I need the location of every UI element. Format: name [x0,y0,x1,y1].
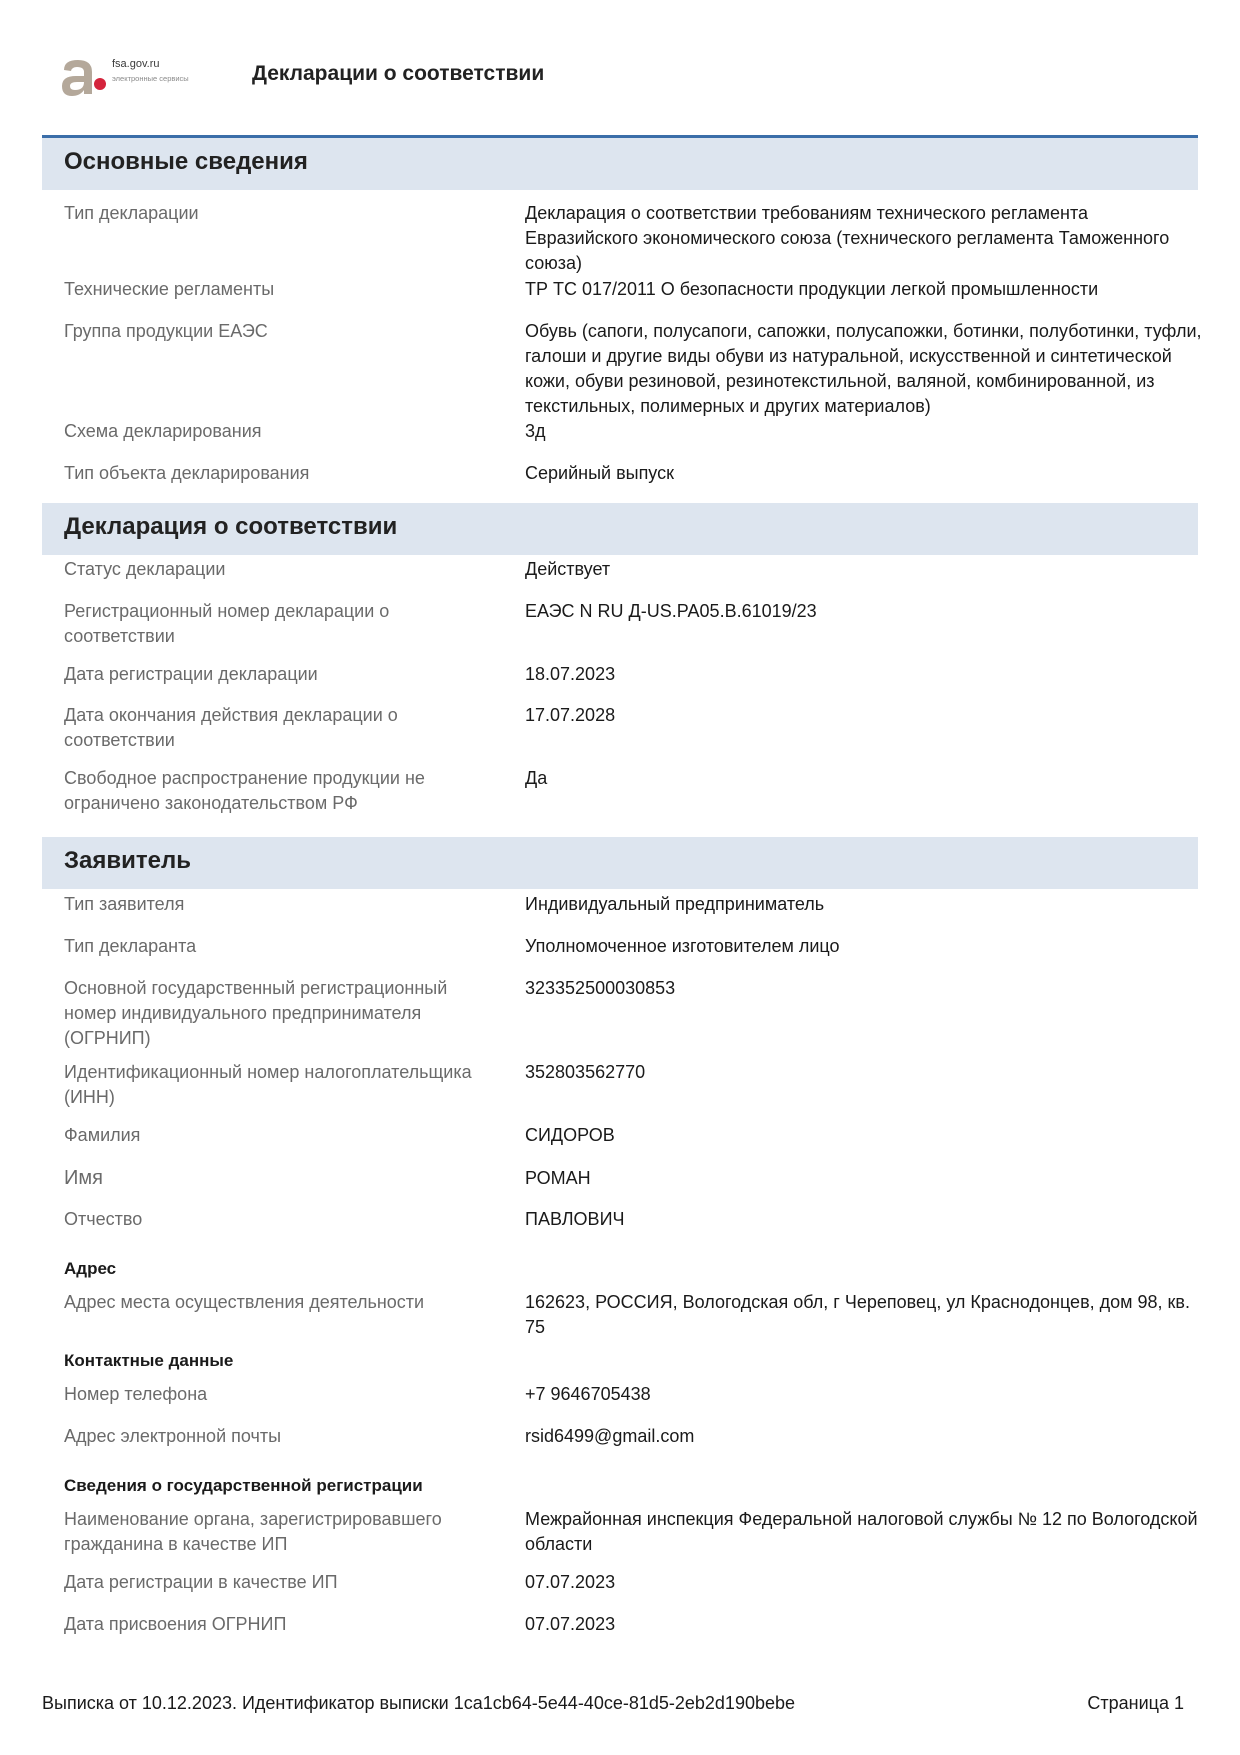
ip-reg-date-value: 07.07.2023 [525,1572,616,1592]
authority-value: Межрайонная инспекция Федеральной налоговой службы № 12 по Вологодской области [525,1509,1198,1554]
logo-text: fsa.gov.ru [112,58,160,70]
name-label: Имя [64,1167,103,1189]
footer-extract-info: Выписка от 10.12.2023. Идентификатор выписки 1ca1cb64-5e44-40ce-81d5-2eb2d190bebe [42,1693,796,1713]
free-circulation-value: Да [525,768,548,788]
section-applicant-title: Заявитель [64,847,191,874]
applicant-type-value: Индивидуальный предприниматель [525,894,825,914]
object-type-value: Серийный выпуск [525,463,674,483]
reg-number-value: ЕАЭС N RU Д-US.РА05.В.61019/23 [525,601,817,621]
fsa-logo[interactable] [58,56,208,108]
ogrnip-label: Основной государственный регистрационный номер индивидуального предпринимателя (ОГРНИП) [64,978,448,1048]
declarant-type-value: Уполномоченное изготовителем лицо [525,936,840,956]
name-value: РОМАН [525,1168,591,1188]
free-circulation-label: Свободное распространение продукции не ограничено законодательством РФ [64,768,425,813]
tech-regs-label: Технические регламенты [64,279,275,299]
page-title: Декларации о соответствии [252,62,545,85]
state-reg-heading: Сведения о государственной регистрации [64,1476,423,1495]
section-declaration-header [42,503,1198,555]
authority-label: Наименование органа, зарегистрировавшего гражданина в качестве ИП [64,1509,442,1554]
status-label: Статус декларации [64,559,226,579]
footer-page-number: Страница 1 [1087,1693,1184,1713]
object-type-label: Тип объекта декларирования [64,463,310,483]
declaration-type-label: Тип декларации [64,203,199,223]
contacts-heading: Контактные данные [64,1351,234,1370]
section-basic-title: Основные сведения [64,148,308,175]
reg-date-value: 18.07.2023 [525,664,616,684]
inn-value: 352803562770 [525,1062,646,1082]
status-value: Действует [525,559,611,579]
address-heading: Адрес [64,1259,117,1278]
section-applicant-header [42,837,1198,889]
reg-number-label: Регистрационный номер декларации о соответствии [64,601,390,646]
activity-address-value: 162623, РОССИЯ, Вологодская обл, г Череповец, ул Краснодонцев, дом 98, кв. 75 [525,1292,1190,1337]
ip-reg-date-label: Дата регистрации в качестве ИП [64,1572,338,1592]
logo-subtext: электронные сервисы [112,74,189,83]
scheme-label: Схема декларирования [64,421,262,441]
end-date-value: 17.07.2028 [525,705,616,725]
phone-label: Номер телефона [64,1384,208,1404]
ogrnip-date-value: 07.07.2023 [525,1614,616,1634]
phone-value: +7 9646705438 [525,1384,651,1404]
product-group-label: Группа продукции ЕАЭС [64,321,268,341]
ogrnip-value: 323352500030853 [525,978,676,998]
declarant-type-label: Тип декларанта [64,936,197,956]
patronymic-value: ПАВЛОВИЧ [525,1209,625,1229]
reg-date-label: Дата регистрации декларации [64,664,318,684]
section-basic-header [42,138,1198,190]
page-header [0,0,1240,130]
email-value: rsid6499@gmail.com [525,1426,695,1446]
product-group-value: Обувь (сапоги, полусапоги, сапожки, полусапожки, ботинки, полуботинки, туфли, галоши и другие виды обуви из натуральной, искусственной и синтетической кожи, обуви резиновой, резинотекстильной, валяной, комбинированной, из текстильных, полимерных и других материалов) [525,321,1202,416]
ogrnip-date-label: Дата присвоения ОГРНИП [64,1614,287,1634]
activity-address-label: Адрес места осуществления деятельности [64,1292,425,1312]
declaration-type-value: Декларация о соответствии требованиям технического регламента Евразийского экономического союза (технического регламента Таможенного союза) [525,203,1170,273]
tech-regs-value: ТР ТС 017/2011 О безопасности продукции легкой промышленности [525,279,1099,299]
scheme-value: 3д [525,421,546,441]
email-label: Адрес электронной почты [64,1426,282,1446]
surname-label: Фамилия [64,1125,141,1145]
fsa-logo-icon [58,56,110,100]
inn-label: Идентификационный номер налогоплательщика (ИНН) [64,1062,472,1107]
end-date-label: Дата окончания действия декларации о соответствии [64,705,398,750]
applicant-type-label: Тип заявителя [64,894,185,914]
surname-value: СИДОРОВ [525,1125,615,1145]
patronymic-label: Отчество [64,1209,143,1229]
section-declaration-title: Декларация о соответствии [64,513,398,540]
